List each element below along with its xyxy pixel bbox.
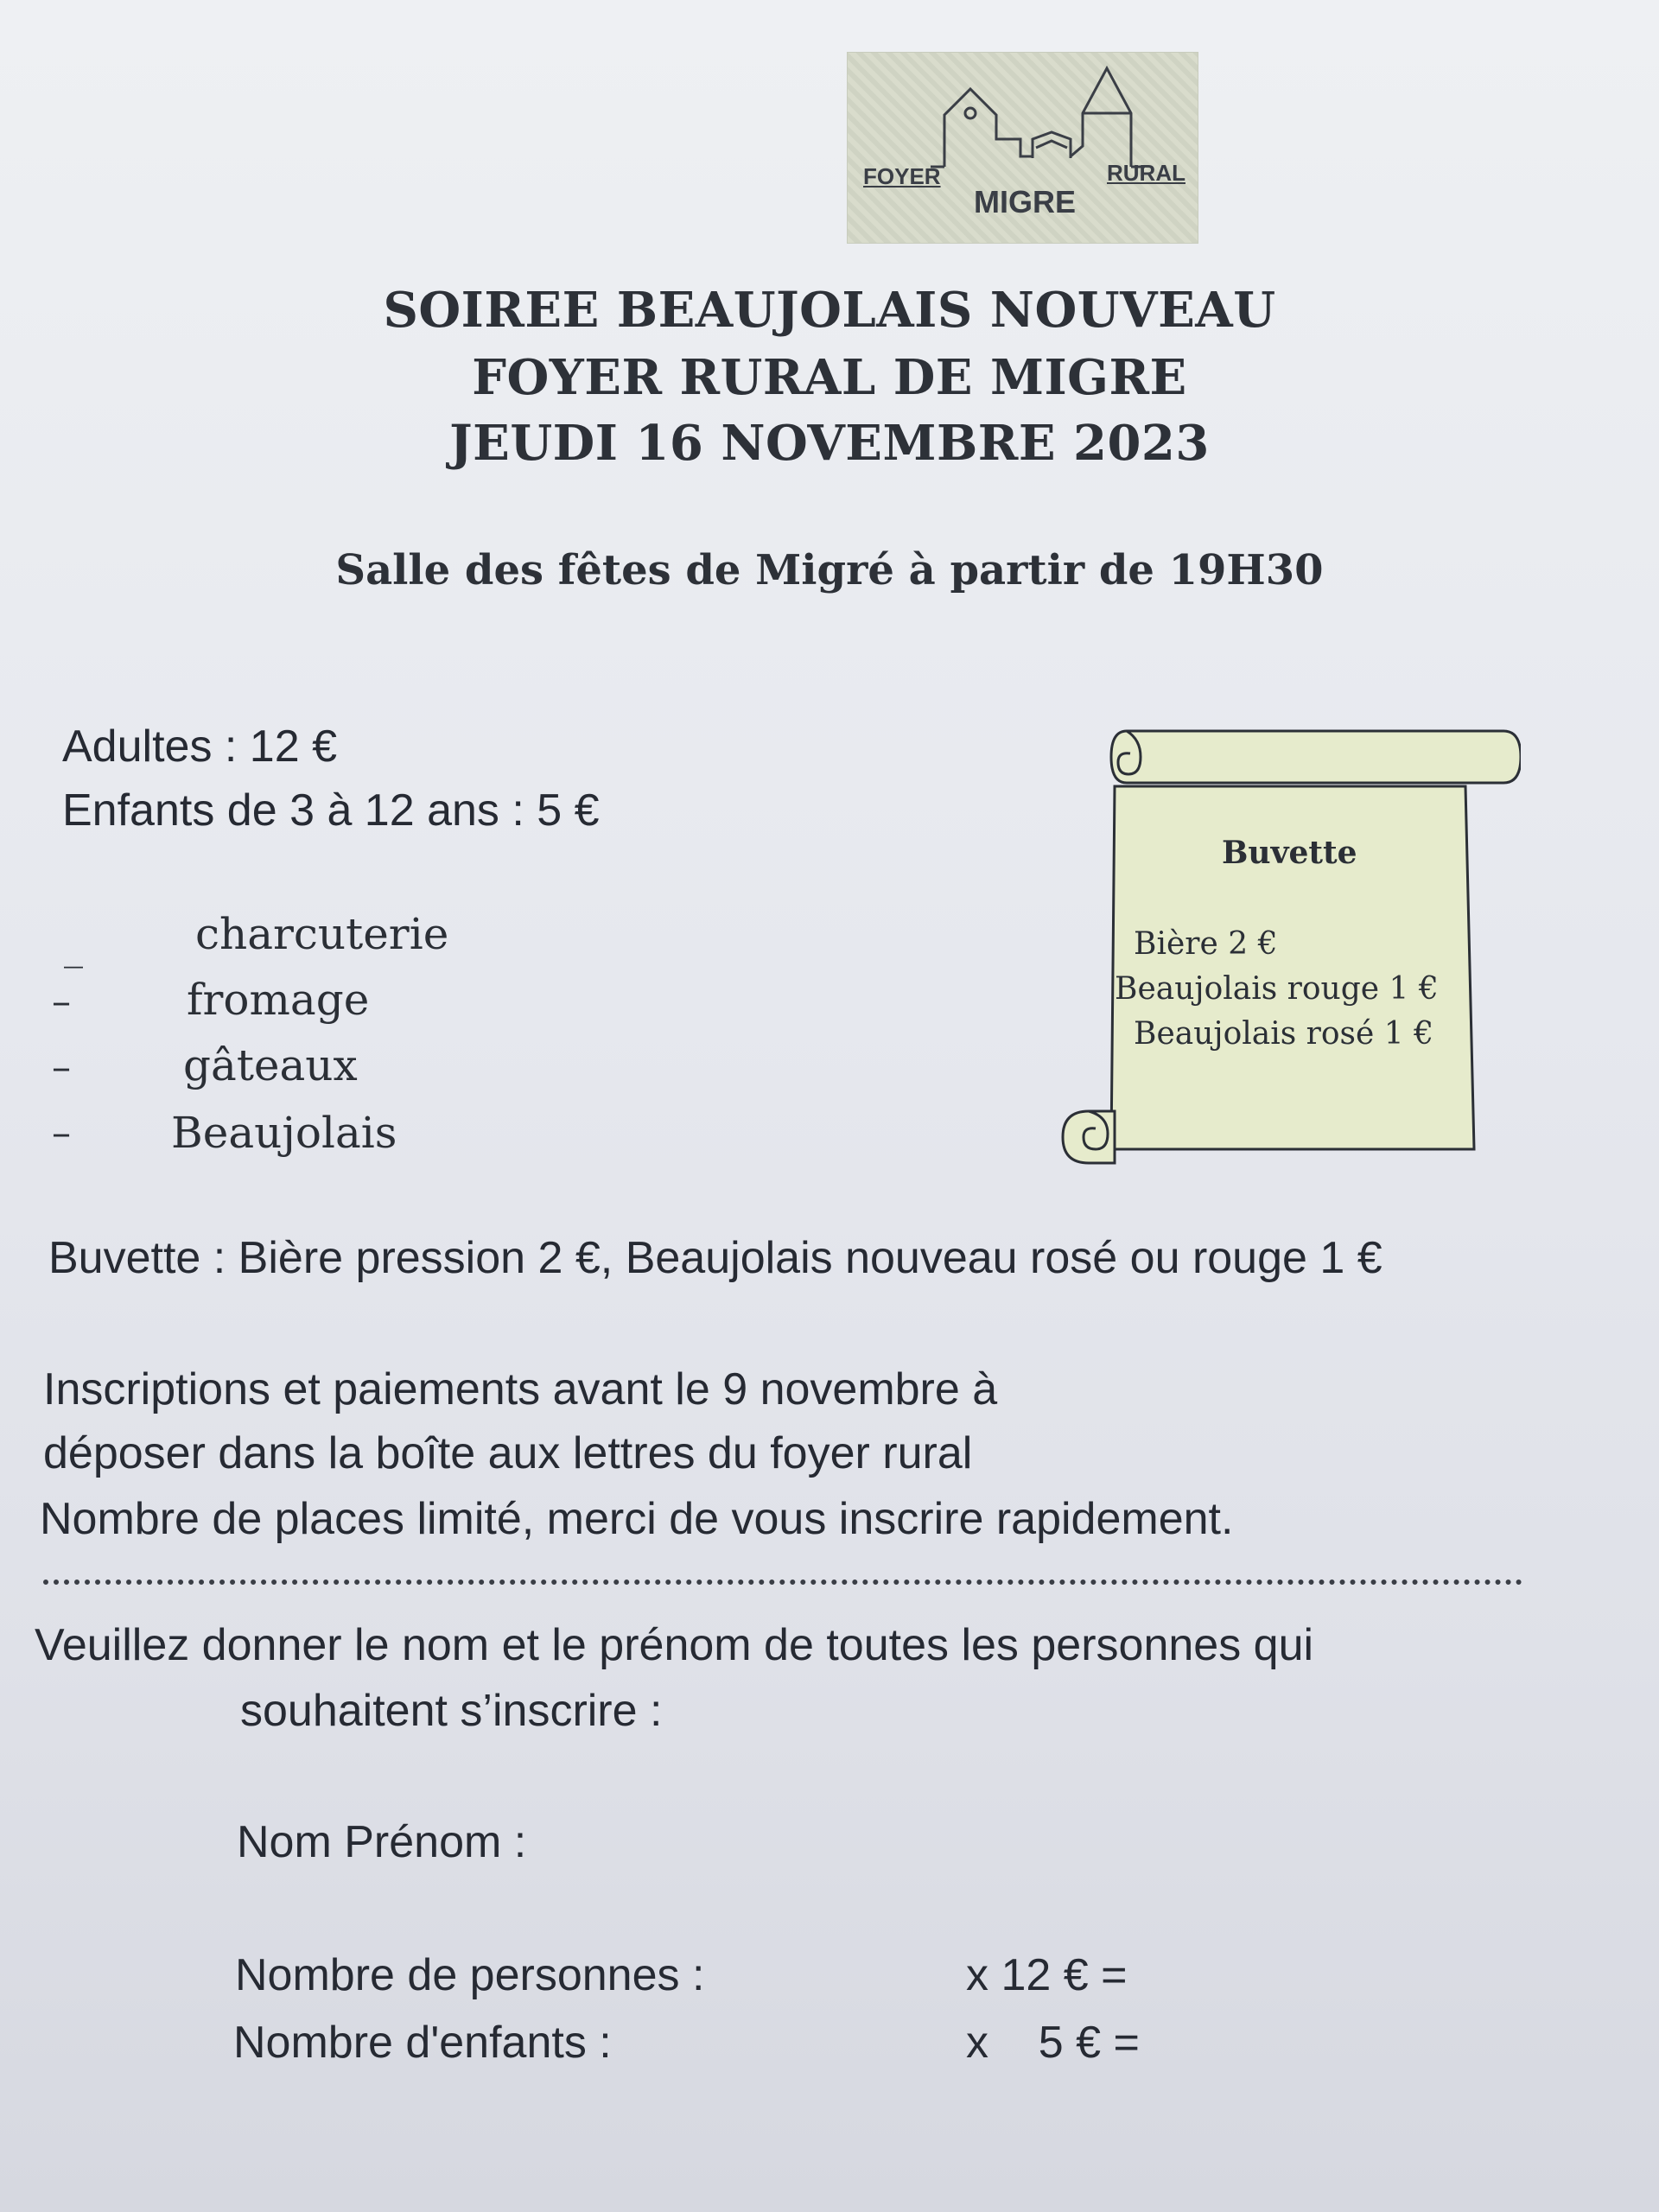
- menu-item-label: gâteaux: [183, 1040, 358, 1090]
- organizer-title: FOYER RURAL DE MIGRE: [472, 349, 1187, 406]
- list-bullet: –: [52, 1046, 71, 1090]
- logo-word-migre: MIGRE: [974, 184, 1077, 219]
- menu-item-label: fromage: [187, 975, 370, 1025]
- buvette-scroll: [1054, 726, 1521, 1175]
- buvette-prices: Buvette : Bière pression 2 €, Beaujolais nouveau rosé ou rouge 1 €: [48, 1233, 1382, 1283]
- event-date: JEUDI 16 NOVEMBRE 2023: [449, 415, 1210, 472]
- menu-item-label: Beaujolais: [171, 1108, 397, 1158]
- scroll-line-beer: Bière 2 €: [1134, 926, 1278, 962]
- scroll-line-rose: Beaujolais rosé 1 €: [1134, 1016, 1434, 1052]
- event-title: SOIREE BEAUJOLAIS NOUVEAU: [383, 282, 1276, 339]
- name-field-label: Nom Prénom :: [237, 1817, 527, 1867]
- scroll-shape: [1054, 726, 1521, 1175]
- persons-price-calc: x 12 € =: [966, 1950, 1128, 2000]
- scroll-line-red: Beaujolais rouge 1 €: [1115, 971, 1439, 1007]
- registration-line-2: déposer dans la boîte aux lettres du foyer rural: [43, 1428, 973, 1478]
- registration-line-1: Inscriptions et paiements avant le 9 novembre à: [43, 1364, 998, 1414]
- scroll-title: Buvette: [1222, 835, 1357, 871]
- price-children: Enfants de 3 à 12 ans : 5 €: [62, 785, 600, 836]
- menu-item-label: charcuterie: [195, 909, 449, 959]
- children-field-label: Nombre d'enfants :: [233, 2018, 612, 2068]
- list-bullet: –: [52, 980, 71, 1024]
- form-instruction-2: souhaitent s’inscrire :: [240, 1686, 663, 1736]
- children-price-calc: x 5 € =: [966, 2018, 1140, 2068]
- list-bullet: _: [64, 925, 83, 969]
- venue-time: Salle des fêtes de Migré à partir de 19H30: [335, 546, 1324, 594]
- form-instruction-1: Veuillez donner le nom et le prénom de toutes les personnes qui: [35, 1620, 1314, 1670]
- list-bullet: –: [52, 1111, 71, 1155]
- logo-word-rural: RURAL: [1107, 160, 1185, 186]
- logo-word-foyer: FOYER: [863, 163, 941, 189]
- foyer-rural-logo: [847, 52, 1198, 244]
- cut-line-divider: [43, 1580, 1522, 1585]
- persons-field-label: Nombre de personnes :: [235, 1950, 705, 2000]
- price-adults: Adultes : 12 €: [62, 721, 337, 772]
- registration-line-3: Nombre de places limité, merci de vous inscrire rapidement.: [40, 1494, 1234, 1544]
